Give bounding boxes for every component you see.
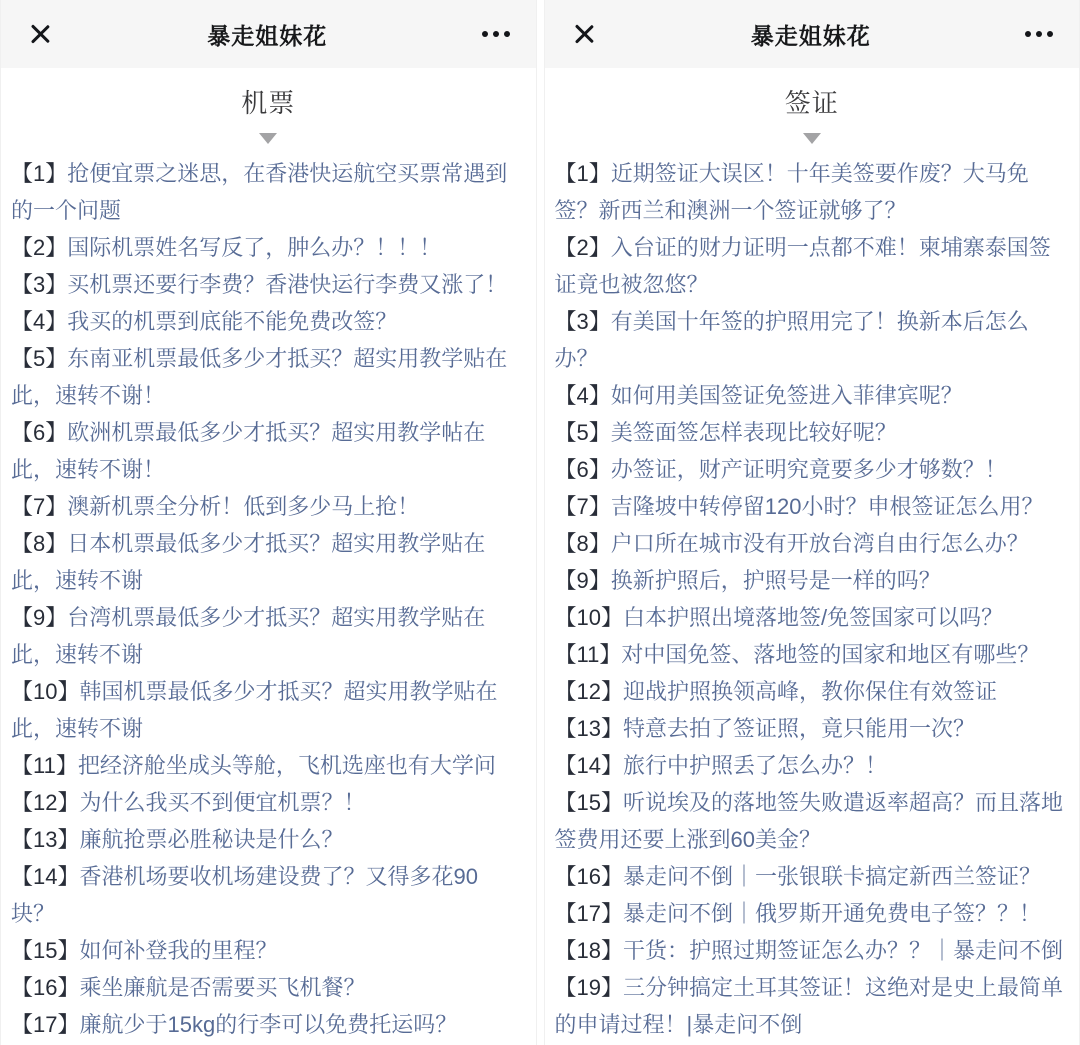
item-number: 【1】 [554, 161, 611, 186]
item-number: 【13】 [554, 716, 623, 741]
article-list-item[interactable] [555, 414, 1065, 451]
item-link[interactable]: 把经济舱坐成头等舱，飞机选座也有大学问 [77, 753, 496, 778]
item-number: 【8】 [554, 531, 611, 556]
item-link[interactable]: 对中国免签、落地签的国家和地区有哪些？ [621, 642, 1040, 667]
item-link[interactable]: 抢便宜票之迷思，在香港快运航空买票常遇到的一个问题 [11, 161, 508, 223]
article-list-item[interactable] [555, 673, 1065, 710]
item-number: 【6】 [11, 420, 68, 445]
article-list-item[interactable] [555, 451, 1065, 488]
article-list-item[interactable] [555, 747, 1065, 784]
item-link[interactable]: 买机票还要行李费？香港快运行李费又涨了！ [67, 272, 508, 297]
article-list-item[interactable] [11, 155, 521, 229]
item-link[interactable]: 暴走问不倒｜一张银联卡搞定新西兰签证？ [622, 864, 1041, 889]
item-link[interactable]: 为什么我买不到便宜机票？！ [79, 790, 366, 815]
article-list-item[interactable] [11, 673, 521, 747]
item-link[interactable]: 欧洲机票最低多少才抵买？超实用教学帖在此，速转不谢！ [11, 420, 486, 482]
item-number: 【18】 [554, 938, 623, 963]
item-link[interactable]: 我买的机票到底能不能免费改签？ [67, 309, 398, 334]
triangle-down-icon [803, 133, 821, 144]
item-link[interactable]: 东南亚机票最低多少才抵买？超实用教学贴在此，速转不谢！ [11, 346, 508, 408]
item-number: 【2】 [11, 235, 68, 260]
triangle-wrap [545, 131, 1080, 143]
item-number: 【15】 [554, 790, 623, 815]
section-head [545, 68, 1080, 143]
item-number: 【16】 [11, 975, 80, 1000]
item-number: 【3】 [11, 272, 68, 297]
item-number: 【13】 [11, 827, 80, 852]
article-list-item[interactable] [555, 895, 1065, 932]
item-number: 【15】 [11, 938, 80, 963]
item-link[interactable]: 入台证的财力证明一点都不难！柬埔寨泰国签证竟也被忽悠？ [554, 235, 1051, 297]
item-number: 【12】 [554, 679, 623, 704]
item-link[interactable]: 三分钟搞定土耳其签证！这绝对是史上最简单的申请过程！|暴走问不倒 [554, 975, 1063, 1037]
item-link[interactable]: 换新护照后，护照号是一样的吗？ [610, 568, 941, 593]
item-number: 【6】 [554, 457, 611, 482]
article-list-item[interactable] [11, 525, 521, 599]
article-list-item[interactable] [11, 969, 521, 1006]
article-list-item[interactable] [11, 229, 521, 266]
item-number: 【12】 [11, 790, 80, 815]
account-title: 暴走姐妹花 [207, 22, 328, 49]
item-number: 【1】 [11, 161, 68, 186]
item-link[interactable]: 暴走问不倒｜俄罗斯开通免费电子签？？！ [622, 901, 1041, 926]
article-list-item[interactable] [11, 784, 521, 821]
item-link[interactable]: 乘坐廉航是否需要买飞机餐？ [79, 975, 366, 1000]
article-list-item[interactable] [11, 747, 521, 784]
item-link[interactable]: 国际机票姓名写反了，肿么办？！！！ [67, 235, 442, 260]
item-link[interactable]: 台湾机票最低多少才抵买？超实用教学贴在此，速转不谢 [11, 605, 486, 667]
section-title: 签证 [784, 88, 839, 118]
item-link[interactable]: 韩国机票最低多少才抵买？超实用教学贴在此，速转不谢 [11, 679, 498, 741]
item-number: 【16】 [554, 864, 623, 889]
item-number: 【11】 [554, 642, 622, 667]
article-list-item[interactable] [11, 414, 521, 488]
article-list-item[interactable] [555, 155, 1065, 229]
item-link[interactable]: 特意去拍了签证照，竟只能用一次？ [622, 716, 975, 741]
article-list-item[interactable] [555, 229, 1065, 303]
item-number: 【9】 [554, 568, 611, 593]
item-number: 【17】 [11, 1012, 80, 1037]
item-number: 【5】 [11, 346, 68, 371]
article-list [1, 155, 536, 1043]
item-number: 【7】 [11, 494, 68, 519]
article-list-item[interactable] [555, 710, 1065, 747]
article-list-item[interactable] [555, 599, 1065, 636]
article-list-item[interactable] [11, 340, 521, 414]
more-menu-icon[interactable] [1025, 21, 1053, 47]
item-number: 【17】 [554, 901, 623, 926]
item-link[interactable]: 美签面签怎样表现比较好呢？ [610, 420, 897, 445]
article-list-item[interactable] [11, 932, 521, 969]
more-menu-icon[interactable] [482, 21, 510, 47]
item-link[interactable]: 近期签证大误区！十年美签要作废？大马免签？新西兰和澳洲一个签证就够了？ [554, 161, 1029, 223]
item-number: 【8】 [11, 531, 68, 556]
article-list-item[interactable] [555, 377, 1065, 414]
article-list-item[interactable] [555, 858, 1065, 895]
article-list-item[interactable] [555, 932, 1065, 969]
article-list [545, 155, 1080, 1043]
item-link[interactable]: 廉航抢票必胜秘诀是什么？ [79, 827, 344, 852]
titlebar [1, 0, 536, 68]
item-link[interactable]: 办签证，财产证明究竟要多少才够数？！ [610, 457, 1007, 482]
item-link[interactable]: 白本护照出境落地签/免签国家可以吗？ [622, 605, 1004, 630]
item-link[interactable]: 日本机票最低多少才抵买？超实用教学贴在此，速转不谢 [11, 531, 486, 593]
panel-visa [544, 0, 1080, 1045]
article-list-item[interactable] [11, 266, 521, 303]
item-link[interactable]: 干货：护照过期签证怎么办？？｜暴走问不倒 [622, 938, 1063, 963]
article-list-item[interactable] [11, 821, 521, 858]
close-icon[interactable] [27, 21, 53, 47]
article-list-item[interactable] [555, 488, 1065, 525]
article-list-item[interactable] [555, 636, 1065, 673]
item-number: 【11】 [11, 753, 78, 778]
item-number: 【3】 [554, 309, 611, 334]
item-link[interactable]: 听说埃及的落地签失败遣返率超高？而且落地签费用还要上涨到60美金？ [554, 790, 1063, 852]
item-number: 【10】 [554, 605, 623, 630]
article-list-item[interactable] [555, 784, 1065, 858]
article-list-item[interactable] [555, 969, 1065, 1043]
article-list-item[interactable] [11, 858, 521, 932]
item-number: 【19】 [554, 975, 623, 1000]
close-icon[interactable] [571, 21, 597, 47]
item-link[interactable]: 户口所在城市没有开放台湾自由行怎么办？ [610, 531, 1029, 556]
item-number: 【5】 [554, 420, 611, 445]
triangle-down-icon [259, 133, 277, 144]
article-list-item[interactable] [555, 525, 1065, 562]
item-link[interactable]: 如何补登我的里程？ [79, 938, 278, 963]
section-head [1, 68, 536, 143]
item-number: 【14】 [554, 753, 623, 778]
item-number: 【4】 [11, 309, 68, 334]
item-number: 【14】 [11, 864, 80, 889]
titlebar [545, 0, 1080, 68]
item-link[interactable]: 廉航少于15kg的行李可以免费托运吗？ [79, 1012, 458, 1037]
article-list-item[interactable] [555, 562, 1065, 599]
section-title: 机票 [241, 88, 296, 118]
article-list-item[interactable] [11, 488, 521, 525]
panel-flights [0, 0, 537, 1045]
item-number: 【2】 [554, 235, 611, 260]
article-list-item[interactable] [555, 303, 1065, 377]
item-link[interactable]: 香港机场要收机场建设费了？又得多花90块？ [11, 864, 478, 926]
item-number: 【10】 [11, 679, 80, 704]
item-number: 【7】 [554, 494, 611, 519]
item-link[interactable]: 吉隆坡中转停留120小时？申根签证怎么用？ [610, 494, 1044, 519]
article-list-item[interactable] [11, 1006, 521, 1043]
item-link[interactable]: 如何用美国签证免签进入菲律宾呢？ [610, 383, 963, 408]
item-link[interactable]: 迎战护照换领高峰，教你保住有效签证 [622, 679, 997, 704]
item-number: 【4】 [554, 383, 611, 408]
article-list-item[interactable] [11, 303, 521, 340]
article-list-item[interactable] [11, 599, 521, 673]
item-link[interactable]: 澳新机票全分析！低到多少马上抢！ [67, 494, 420, 519]
account-title: 暴走姐妹花 [750, 22, 871, 49]
item-number: 【9】 [11, 605, 68, 630]
triangle-wrap [1, 131, 536, 143]
item-link[interactable]: 旅行中护照丢了怎么办？！ [622, 753, 887, 778]
item-link[interactable]: 有美国十年签的护照用完了！换新本后怎么办？ [554, 309, 1029, 371]
